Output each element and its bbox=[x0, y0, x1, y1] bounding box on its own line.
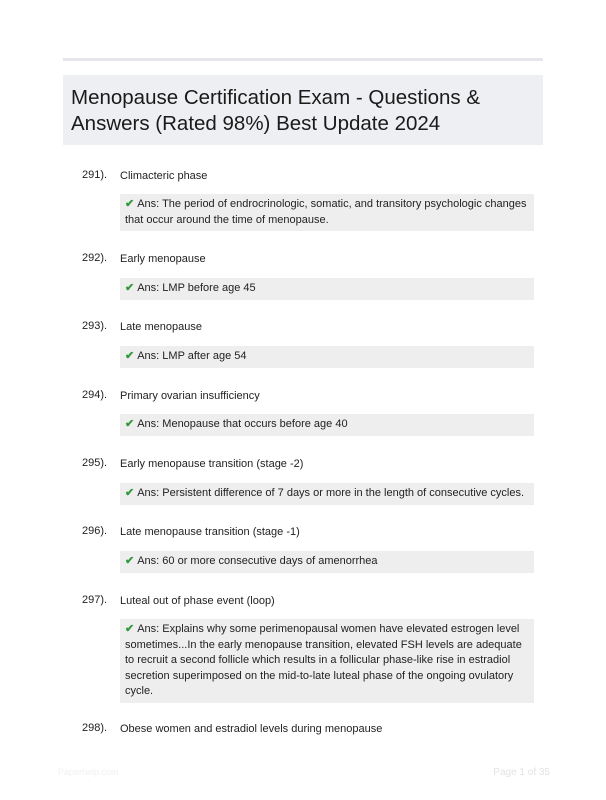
footer-watermark: Paperhelp.com bbox=[58, 767, 119, 777]
question-number: 294). bbox=[82, 389, 108, 401]
answer-text: Ans: 60 or more consecutive days of amenorrhea bbox=[137, 555, 378, 567]
question-text: Early menopause bbox=[120, 253, 206, 265]
answer-text: Ans: The period of endrocrinologic, somatic, and transitory psychologic changes that occur around the time of menopause. bbox=[125, 198, 527, 226]
check-icon: ✔ bbox=[125, 623, 135, 635]
question-text: Climacteric phase bbox=[120, 170, 208, 182]
top-divider bbox=[63, 58, 543, 61]
check-icon: ✔ bbox=[125, 487, 135, 499]
answer-text: Ans: LMP before age 45 bbox=[137, 282, 256, 294]
answer-text: Ans: Persistent difference of 7 days or more in the length of consecutive cycles. bbox=[137, 487, 525, 499]
check-icon: ✔ bbox=[125, 350, 135, 362]
question-text: Obese women and estradiol levels during menopause bbox=[120, 723, 383, 735]
answer-box bbox=[120, 619, 534, 703]
check-icon: ✔ bbox=[125, 418, 135, 430]
answer-text: Ans: Explains why some perimenopausal women have elevated estrogen level sometimes...In the early menopause transition, elevated FSH levels are adequate to recruit a second follicle which results in a follicular phase-like rise in estradiol secretion superimposed on the mid-to-late luteal phase of the ongoing ovulatory cycle. bbox=[125, 623, 522, 697]
answer-text: Ans: LMP after age 54 bbox=[137, 350, 247, 362]
answer-box bbox=[120, 483, 534, 505]
question-number: 295). bbox=[82, 457, 108, 469]
answer-box bbox=[120, 278, 534, 300]
answer-box bbox=[120, 551, 534, 573]
check-icon: ✔ bbox=[125, 282, 135, 294]
title-banner bbox=[63, 75, 543, 145]
question-text: Late menopause bbox=[120, 321, 202, 333]
question-text: Late menopause transition (stage -1) bbox=[120, 526, 300, 538]
question-number: 293). bbox=[82, 320, 108, 332]
question-text: Primary ovarian insufficiency bbox=[120, 390, 260, 402]
page-number: Page 1 of 35 bbox=[493, 767, 550, 778]
question-number: 292). bbox=[82, 252, 108, 264]
question-number: 297). bbox=[82, 594, 108, 606]
answer-text: Ans: Menopause that occurs before age 40 bbox=[137, 418, 348, 430]
check-icon: ✔ bbox=[125, 555, 135, 567]
question-number: 296). bbox=[82, 525, 108, 537]
document-title: Menopause Certification Exam - Questions & Answers (Rated 98%) Best Update 2024 bbox=[71, 86, 481, 135]
answer-box bbox=[120, 346, 534, 368]
answer-box bbox=[120, 194, 534, 231]
question-number: 291). bbox=[82, 169, 108, 181]
question-number: 298). bbox=[82, 722, 108, 734]
question-text: Luteal out of phase event (loop) bbox=[120, 595, 275, 607]
question-text: Early menopause transition (stage -2) bbox=[120, 458, 304, 470]
answer-box bbox=[120, 414, 534, 436]
check-icon: ✔ bbox=[125, 198, 135, 210]
